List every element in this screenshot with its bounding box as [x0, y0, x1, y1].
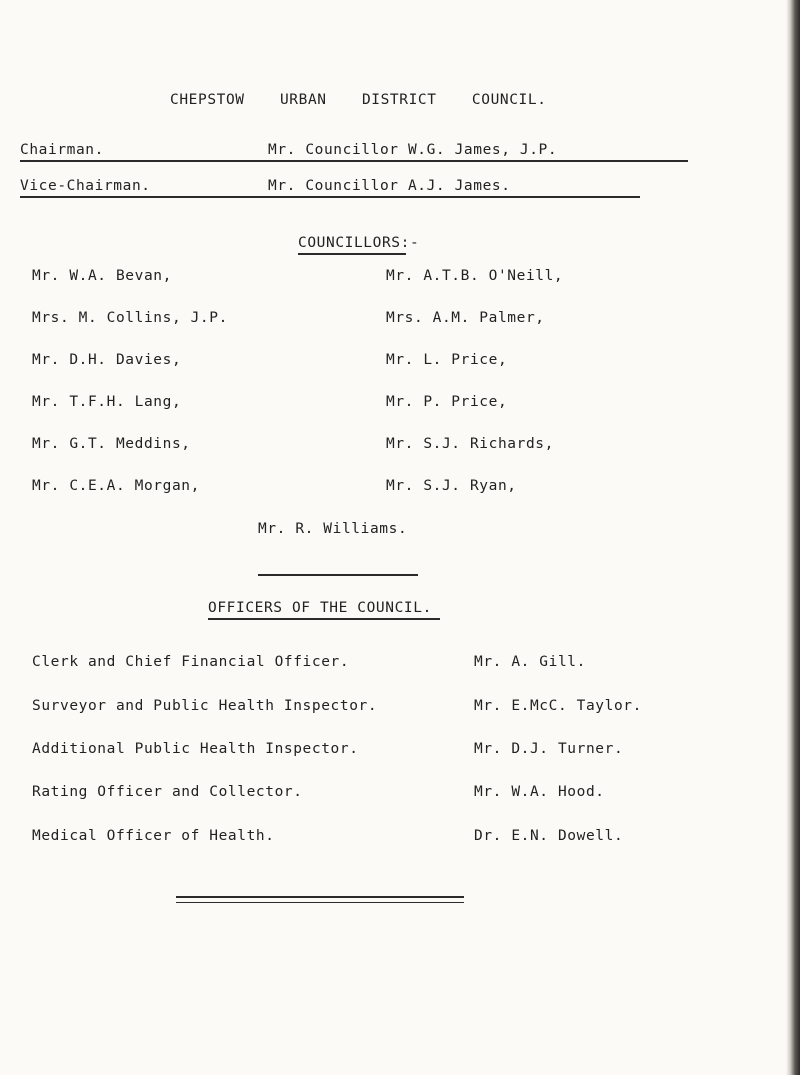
- officer-post-5: Medical Officer of Health.: [32, 828, 275, 844]
- councillor-right-4: Mr. P. Price,: [386, 394, 508, 410]
- officer-name-5: Dr. E.N. Dowell.: [474, 828, 624, 844]
- bottom-rule-bottom: [176, 902, 464, 903]
- officer-post-3: Additional Public Health Inspector.: [32, 741, 359, 757]
- councillors-heading-underline: [298, 253, 406, 255]
- page-title: CHEPSTOW URBAN DISTRICT COUNCIL.: [170, 92, 547, 108]
- councillors-heading: COUNCILLORS:-: [298, 235, 420, 251]
- councillor-right-2: Mrs. A.M. Palmer,: [386, 310, 545, 326]
- councillor-right-1: Mr. A.T.B. O'Neill,: [386, 268, 564, 284]
- officer-name-3: Mr. D.J. Turner.: [474, 741, 624, 757]
- page-edge-shadow: [786, 0, 800, 1075]
- section-separator: [258, 574, 418, 576]
- officer-post-1: Clerk and Chief Financial Officer.: [32, 654, 350, 670]
- councillor-left-6: Mr. C.E.A. Morgan,: [32, 478, 200, 494]
- vice-chairman-underline: [20, 196, 640, 198]
- councillor-last: Mr. R. Williams.: [258, 521, 408, 537]
- officers-heading: OFFICERS OF THE COUNCIL.: [208, 600, 432, 616]
- officer-name-4: Mr. W.A. Hood.: [474, 784, 605, 800]
- officer-post-4: Rating Officer and Collector.: [32, 784, 303, 800]
- chairman-underline: [20, 160, 688, 162]
- councillor-right-5: Mr. S.J. Richards,: [386, 436, 554, 452]
- councillor-left-3: Mr. D.H. Davies,: [32, 352, 182, 368]
- officer-name-1: Mr. A. Gill.: [474, 654, 586, 670]
- chairman-name: Mr. Councillor W.G. James, J.P.: [268, 142, 558, 158]
- officers-heading-underline: [208, 618, 440, 620]
- vice-chairman-role: Vice-Chairman.: [20, 178, 151, 194]
- councillor-left-5: Mr. G.T. Meddins,: [32, 436, 191, 452]
- vice-chairman-name: Mr. Councillor A.J. James.: [268, 178, 511, 194]
- officer-post-2: Surveyor and Public Health Inspector.: [32, 698, 378, 714]
- councillor-left-4: Mr. T.F.H. Lang,: [32, 394, 182, 410]
- chairman-role: Chairman.: [20, 142, 104, 158]
- officer-name-2: Mr. E.McC. Taylor.: [474, 698, 642, 714]
- councillor-left-1: Mr. W.A. Bevan,: [32, 268, 172, 284]
- bottom-rule-top: [176, 896, 464, 898]
- councillor-right-6: Mr. S.J. Ryan,: [386, 478, 517, 494]
- councillor-right-3: Mr. L. Price,: [386, 352, 508, 368]
- councillor-left-2: Mrs. M. Collins, J.P.: [32, 310, 228, 326]
